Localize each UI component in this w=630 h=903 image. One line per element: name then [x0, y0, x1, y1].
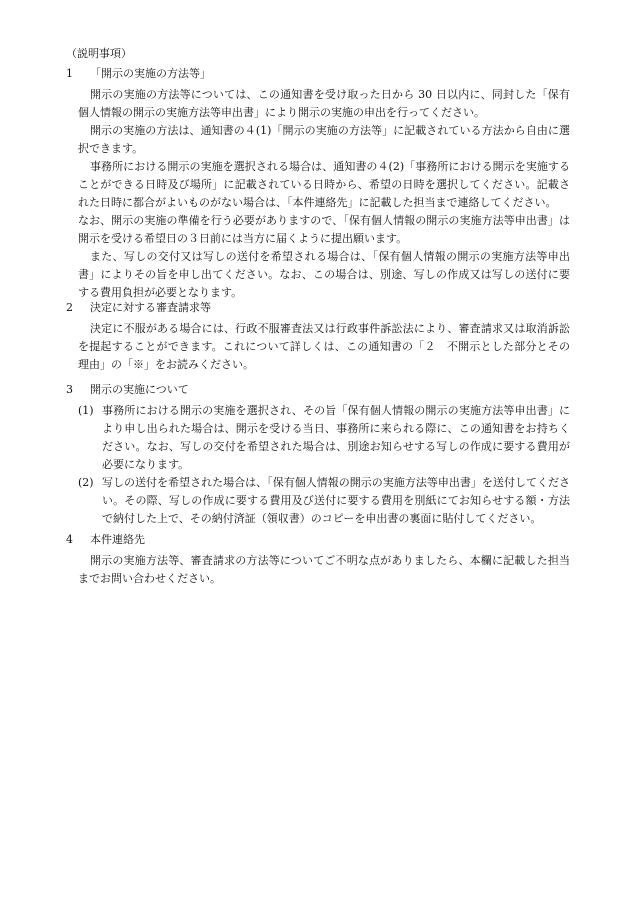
section-title-text: 開示の実施について	[90, 383, 189, 396]
document-heading: （説明事項）	[66, 47, 132, 60]
paragraph: 開示の実施の方法等については、この通知書を受け取った日から 30 日以内に、同封した「保有個人情報の開示の実施方法等申出書」により開示の実施の申出を行ってください。	[78, 88, 570, 119]
section-title-text: 本件連絡先	[90, 533, 145, 546]
paragraph: また、写しの交付又は写しの送付を希望される場合は、「保有個人情報の開示の実施方法等申出書」によりその旨を申し出てください。なお、この場合は、別途、写しの作成又は写しの送付に要する費用負担が必要となります。	[78, 250, 570, 299]
item-number: (1)	[78, 404, 94, 417]
paragraph: 事務所における開示の実施を選択される場合は、通知書の４(2)「事務所における開示を実施することができる日時及び場所」に記載されている日時から、希望の日時を選択してください。記載された日時に都合がよいものがない場合は、「本件連絡先」に記載した担当まで連絡してください。	[78, 160, 570, 209]
list-item	[78, 402, 570, 474]
section-disclosure-implementation	[66, 382, 570, 528]
section-title	[66, 66, 570, 86]
section-title-text: 「開示の実施の方法等」	[90, 67, 211, 80]
section-number: 1	[66, 67, 73, 80]
section-title	[66, 532, 570, 552]
item-text: 写しの送付を希望された場合は、「保有個人情報の開示の実施方法等申出書」を送付してください。その際、写しの作成に要する費用及び送付に要する費用を別紙にてお知らせする額・方法で納付した上で、その納付済証（領収書）のコピーを申出書の裏面に貼付してください。	[102, 476, 570, 525]
section-title	[66, 300, 570, 320]
section-number: 3	[66, 383, 73, 396]
section-title	[66, 382, 570, 402]
section-contact	[66, 532, 570, 588]
paragraph: 開示の実施方法等、審査請求の方法等についてご不明な点がありましたら、本欄に記載した担当までお問い合わせください。	[78, 554, 570, 585]
section-disclosure-methods	[66, 66, 570, 302]
paragraph: 決定に不服がある場合には、行政不服審査法又は行政事件訴訟法により、審査請求又は取消訴訟を提起することができます。これについて詳しくは、この通知書の「２ 不開示とした部分とその理由」の「※」をお読みください。	[78, 322, 570, 371]
section-number: 2	[66, 301, 73, 314]
item-number: (2)	[78, 476, 94, 489]
item-text: 事務所における開示の実施を選択され、その旨「保有個人情報の開示の実施方法等申出書」により申し出られた場合は、開示を受ける当日、事務所に来られる際に、この通知書をお持ちください。なお、写しの交付を希望された場合は、別途お知らせする写しの作成に要する費用が必要になります。	[102, 404, 570, 471]
section-number: 4	[66, 533, 73, 546]
paragraph: 開示の実施の方法は、通知書の４(1)「開示の実施の方法等」に記載されている方法から自由に選択できます。	[78, 124, 570, 155]
paragraph: なお、開示の実施の準備を行う必要がありますので、「保有個人情報の開示の実施方法等申出書」は開示を受ける希望日の３日前には当方に届くように提出願います。	[78, 214, 570, 245]
section-appeal	[66, 300, 570, 374]
section-title-text: 決定に対する審査請求等	[90, 301, 211, 314]
list-item	[78, 474, 570, 528]
